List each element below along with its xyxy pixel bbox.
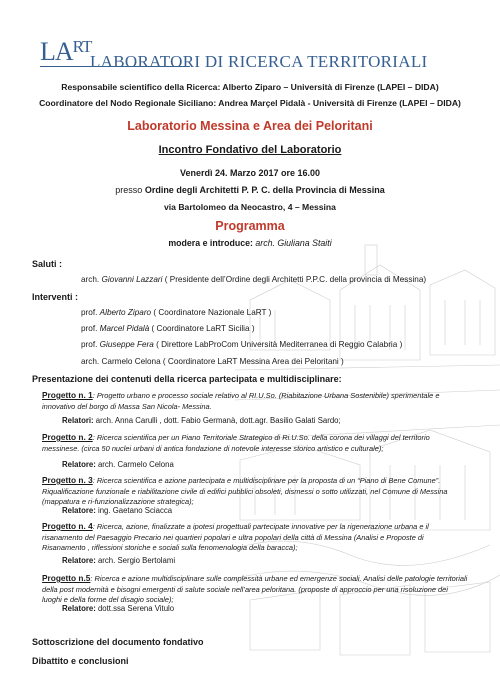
coordinatore-line: Coordinatore del Nodo Regionale Siciliano: Andrea Marçel Pidalà - Università di Firenze (LAPEI – DIDA): [39, 98, 461, 108]
progetto-4: [42, 521, 468, 554]
event-date: Venerdì 24. Marzo 2017 ore 16.00: [179, 168, 321, 178]
intervento-role: ( Coordinatore LaRT Messina Area dei Peloritani ): [160, 357, 344, 366]
saluti-name: Giovanni Lazzari: [101, 275, 163, 284]
intervento-role: ( Coordinatore Nazionale LaRT ): [151, 308, 272, 317]
progetto-1-relatori: [62, 416, 341, 425]
presso-prefix: presso: [115, 185, 143, 195]
event-subtitle: Incontro Fondativo del Laboratorio: [158, 144, 342, 156]
programma-heading: Programma: [215, 219, 285, 233]
progetto-5: [42, 573, 468, 606]
venue-name: Ordine degli Architetti P. P. C. della Provincia di Messina: [144, 185, 385, 195]
intervento-prefix: prof.: [81, 324, 100, 333]
relatore-label: Relatore:: [62, 460, 96, 469]
progetto-5-relatore: [62, 604, 174, 613]
progetto-4-relatore: [62, 556, 175, 565]
lart-logo: [40, 37, 91, 67]
dibattito-heading: Dibattito e conclusioni: [32, 656, 129, 666]
moderator-line: [0, 238, 500, 248]
progetto-3: [42, 475, 468, 508]
saluti-role: ( Presidente dell’Ordine degli Architetti P.P.C. della provincia di Messina): [162, 275, 427, 284]
interventi-item: [81, 324, 255, 333]
relatore-label: Relatore:: [62, 556, 96, 565]
progetto-label: Progetto n. 4: [42, 521, 93, 531]
saluti-prefix: arch.: [81, 275, 102, 284]
intervento-role: ( Coordinatore LaRT Sicilia ): [149, 324, 255, 333]
event-address: via Bartolomeo da Neocastro, 4 – Messina: [164, 202, 336, 212]
logo-la: LA: [40, 37, 73, 66]
event-venue: [0, 185, 500, 195]
intervento-role: ( Direttore LabProCom Università Mediterranea di Reggio Calabria ): [153, 340, 403, 349]
interventi-heading: Interventi :: [32, 292, 79, 302]
saluti-item: [81, 275, 426, 284]
relatore-name: ing. Gaetano Sciacca: [95, 506, 173, 515]
progetto-1: [42, 390, 468, 412]
interventi-item: [81, 340, 402, 349]
logo-rt: RT: [72, 37, 92, 56]
intervento-name: Alberto Ziparo: [99, 308, 152, 317]
intervento-name: Giuseppe Fera: [99, 340, 154, 349]
progetto-text: : Ricerca scientifica per un Piano Territoriale Strategico di Ri.U.So. della corona dei villaggi del territorio messinese. (circa 50 nuclei urbani di antica fondazione di notevole interesse storico artistico e culturale);: [42, 433, 430, 453]
progetto-label: Progetto n. 3: [42, 475, 93, 485]
responsabile-line: Responsabile scientifico della Ricerca: Alberto Ziparo – Università di Firenze (LAPEI – DIDA): [61, 82, 439, 92]
progetto-label: Progetto n. 2: [42, 432, 93, 442]
progetto-2-relatore: [62, 460, 174, 469]
lab-title: LABORATORI DI RICERCA TERRITORIALI: [90, 52, 428, 71]
intervento-name: Carmelo Celona: [101, 357, 161, 366]
relatore-label: Relatore:: [62, 604, 96, 613]
progetto-text: : Progetto urbano e processo sociale relativo al RI.U.So. (Riabitazione Urbana Sostenibile) sperimentale e innovativo del borgo di Massa San Nicola- Messina.: [42, 391, 440, 411]
progetto-2: [42, 432, 468, 454]
relatori-label: Relatori:: [62, 416, 94, 425]
relatore-name: arch. Sergio Bertolami: [95, 556, 176, 565]
intervento-prefix: prof.: [81, 308, 100, 317]
event-title: Laboratorio Messina e Area dei Peloritani: [127, 119, 373, 133]
interventi-item: [81, 357, 344, 366]
progetto-text: : Ricerca scientifica e azione partecipata e multidisciplinare per la proposta di un “Piano di Bene Comune”. Riqualificazione funzionale e riabilitazione civile di edifici pubblici obsoleti, dismessi o sotto utilizzati, nel Comune di Messina (mappatura e ri-funzionalizzazione strategica);: [42, 476, 448, 506]
progetto-text: : Ricerca e azione multidisciplinare sulle complessità urbane ed emergenze sociali. Analisi delle patologie territoriali della post modernità e bisogni emergenti di salute sociale nell’area peloritana. (proposte di approccio per una risoluzione dei luoghi e della forme del disagio sociale);: [42, 574, 468, 604]
modera-value: arch. Giuliana Staiti: [252, 238, 332, 248]
modera-label: modera e introduce:: [168, 238, 253, 248]
intervento-name: Marcel Pidalà: [99, 324, 150, 333]
progetto-label: Progetto n.5: [42, 573, 91, 583]
relatore-name: dott.ssa Serena Vitulo: [95, 604, 175, 613]
relatori-names: arch. Anna Carulli , dott. Fabio Germanà, dott.agr. Basilio Galati Sardo;: [93, 416, 341, 425]
intervento-prefix: prof.: [81, 340, 100, 349]
saluti-heading: Saluti :: [32, 259, 63, 269]
interventi-item: [81, 308, 271, 317]
progetto-3-relatore: [62, 506, 172, 515]
presentazione-heading: Presentazione dei contenuti della ricerca partecipata e multidisciplinare:: [32, 374, 342, 384]
intervento-prefix: arch.: [81, 357, 102, 366]
relatore-name: arch. Carmelo Celona: [95, 460, 174, 469]
relatore-label: Relatore:: [62, 506, 96, 515]
progetto-text: : Ricerca, azione, finalizzate a ipotesi progettuali partecipate innovative per la rigenerazione urbana e il risanamento del Paesaggio Precario nei quartieri popolari e ultra popolari della città di Messina (Analisi e Proposte di Risanamento , riflessioni storiche e sociali sulla fenomenologia della baracca);: [42, 522, 429, 552]
progetto-label: Progetto n. 1: [42, 390, 93, 400]
sottoscrizione-heading: Sottoscrizione del documento fondativo: [32, 637, 204, 647]
